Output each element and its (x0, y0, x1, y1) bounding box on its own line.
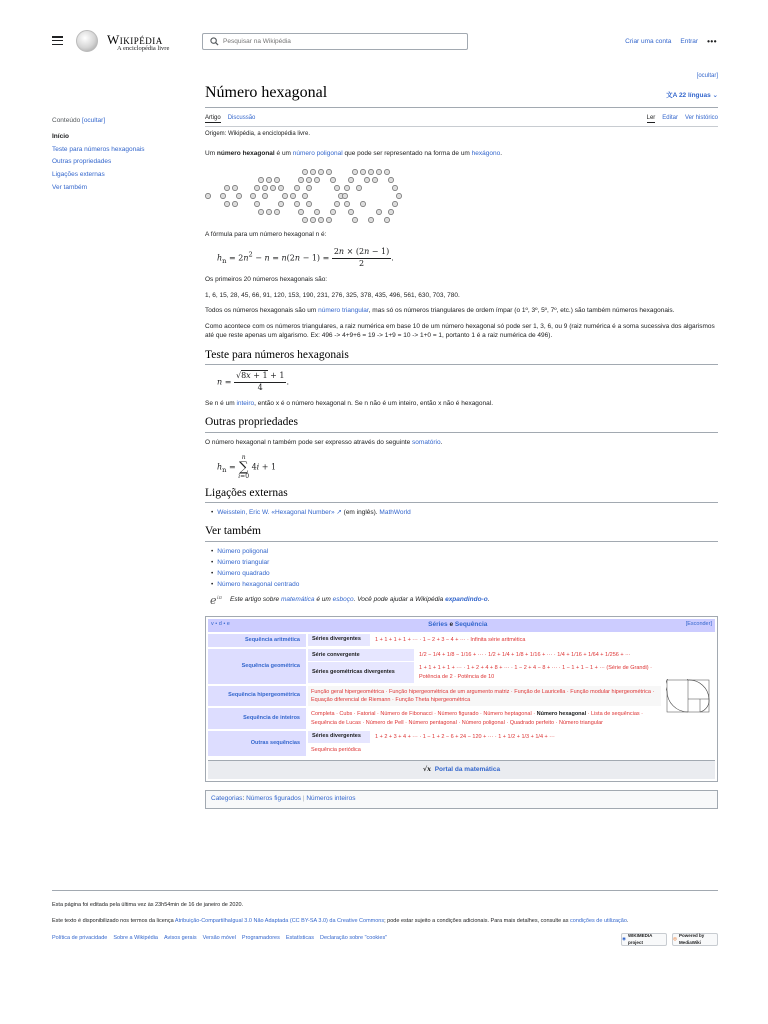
link-numero-poligonal[interactable]: número poligonal (292, 149, 343, 157)
main-menu-icon[interactable] (52, 36, 63, 45)
triangular-paragraph: Todos os números hexagonais são um número triangular, mas só os números triangulares de ordem ímpar (o 1º, 3º, 5º, 7º, etc.) são também números hexagonais. (205, 307, 675, 315)
navbox-list[interactable]: 1 + 1 + 1 + 1 + ··· · 1 + 2 + 4 + 8 + ··· · 1 − 2 + 4 − 8 + ··· · 1 − 1 + 1 − 1 + ··· (Série de Grandi) · Potência de 2 · Potência de 10 (419, 665, 652, 680)
stub-link-matematica[interactable]: matemática (280, 595, 315, 603)
footer-link-disclaimers[interactable]: Avisos gerais (163, 934, 197, 941)
stub-notice: e iπ Este artigo sobre matemática é um esboço. Você pode ajudar a Wikipédia expandindo-o. (210, 594, 490, 607)
link-hexagono[interactable]: hexágono (471, 149, 501, 157)
create-account-link[interactable]: Criar uma conta (625, 38, 672, 45)
toc-item-ligacoes[interactable]: Ligações externas (52, 171, 105, 179)
test-paragraph: Se n é um inteiro, então x é o número hexagonal n. Se n não é um inteiro, então x não é hexagonal. (205, 399, 494, 407)
wikipedia-globe-logo[interactable] (76, 30, 98, 52)
link-numero-triangular[interactable]: número triangular (318, 307, 369, 315)
portal-matematica[interactable]: √x Portal da matemática (208, 760, 715, 779)
navbox-subgroup: Séries geométricas divergentes (308, 662, 414, 683)
navbox-group[interactable]: Sequência geométrica (208, 649, 306, 684)
login-link[interactable]: Entrar (680, 38, 699, 45)
props-paragraph: O número hexagonal n também pode ser expresso através do seguinte somatório. (205, 438, 443, 446)
footer-link-about[interactable]: Sobre a Wikipédia (113, 934, 158, 941)
wikipedia-wordmark[interactable]: Wikipédia (107, 32, 163, 47)
math-stub-icon (210, 594, 224, 606)
terms-link[interactable]: condições de utilização (570, 918, 627, 925)
toc-item-ver-tambem[interactable]: Ver também (52, 183, 88, 191)
sqrt-x-icon: √x (422, 765, 432, 774)
category-link[interactable]: Números figurados (246, 795, 301, 803)
site-subtitle: Origem: Wikipédia, a enciclopédia livre. (205, 130, 311, 137)
toc-item-inicio[interactable]: Início (52, 132, 69, 140)
navbox-list[interactable]: Função geral hipergeométrica · Função hipergeométrica de um argumento matriz · Função de Lauricella · Função modular hipergeométrica · Equação diferencial de Riemann · Função Theta hipergeométrica (308, 686, 661, 707)
formula-sum: $h_n$ = n ∑ i=0 4i + 1 (217, 453, 277, 480)
link-inteiro[interactable]: inteiro (236, 399, 255, 407)
navbox-vde[interactable]: v • d • e (211, 621, 230, 628)
chevron-down-icon: ⌄ (710, 91, 718, 99)
navbox-row-aritmetica (208, 634, 661, 647)
see-also-link[interactable]: Número triangular (217, 558, 270, 566)
svg-text:e: e (210, 594, 217, 607)
navbox-row-hipergeometrica (208, 686, 661, 707)
wikipedia-tagline: A enciclopédia livre (117, 45, 170, 52)
search-icon (210, 37, 219, 46)
mediawiki-badge[interactable]: ◎ Powered by MediaWiki (672, 933, 718, 946)
navbox-series (205, 616, 718, 782)
license-link[interactable]: Atribuição-CompartilhaIgual 3.0 Não Adaptada (CC BY-SA 3.0) da Creative Commons (174, 918, 385, 925)
categories-box: Categorias: Números figurados | Números inteiros (205, 790, 718, 809)
toc-item-teste[interactable]: Teste para números hexagonais (52, 145, 145, 153)
footer-link-privacy[interactable]: Política de privacidade (52, 934, 108, 941)
digital-root-paragraph: Como acontece com os números triangulares, a raiz numérica em base 10 de um número hexagonal só pode ser 1, 3, 6, ou 9 (raiz numérica é a soma sucessiva dos algarismos até que reste apenas um algarismo. Ex: 496 -> 4+9+6 = 19 -> 1+9 = 10 -> 1+0 = 1, portanto 1 é a raiz numérica de 496). (205, 323, 715, 339)
category-link[interactable]: Números inteiros (306, 795, 356, 803)
navbox-title: Séries e Sequência (428, 621, 488, 629)
heading-teste: Teste para números hexagonais (205, 348, 718, 366)
toc-item-propriedades[interactable]: Outras propriedades (52, 158, 112, 166)
tab-editar[interactable]: Editar (662, 114, 678, 121)
navbox-list[interactable]: 1 + 1 + 1 + 1 + ··· · 1 − 2 + 3 − 4 + ··· · Infinita série aritmética (375, 636, 526, 643)
see-also-link[interactable]: Número hexagonal centrado (217, 581, 300, 589)
last-edited: Esta página foi editada pela última vez às 23h54min de 16 de janeiro de 2020. (52, 902, 244, 908)
svg-text:iπ: iπ (217, 595, 222, 602)
fibonacci-spiral-image[interactable] (661, 634, 715, 759)
navbox-list[interactable]: Completa · Cubs · Fatorial · Número de Fibonacci · Número figurado · Número heptagonal · Número hexagonal · Lista de sequências · Sequência de Lucas · Número de Pell · Número pentagonal · Número poligonal · Quadrado perfeito · Número triangular (311, 711, 643, 726)
footer-link-developers[interactable]: Programadores (241, 934, 280, 941)
toc-hide-link[interactable]: [ocultar] (82, 117, 106, 124)
footer-link-cookies[interactable]: Declaração sobre "cookies" (319, 934, 388, 941)
heading-ver-tambem: Ver também (205, 524, 718, 542)
page-footer (52, 890, 718, 945)
list-item (211, 581, 718, 590)
navbox-subgroup: Série convergente (308, 649, 414, 661)
hide-toc-top-link[interactable]: [ocultar] (696, 73, 718, 79)
navbox-subgroup: Séries divergentes (308, 634, 370, 646)
navbox-group[interactable]: Outras sequências (208, 731, 306, 757)
table-of-contents (52, 117, 192, 197)
navbox-row-inteiros (208, 708, 661, 729)
navbox-row-outras (208, 731, 661, 757)
language-button[interactable] (666, 92, 718, 101)
list-item (211, 548, 718, 557)
link-somatorio[interactable]: somatório (412, 438, 441, 446)
intro-paragraph: Um número hexagonal é um número poligonal que pode ser representado na forma de um hexágono. (205, 149, 503, 157)
first20-intro: Os primeiros 20 números hexagonais são: (205, 275, 328, 283)
toc-label: Conteúdo (52, 117, 81, 124)
external-link-item: • Weisstein, Eric W. «Hexagonal Number» ↗ (em inglês). MathWorld (211, 509, 718, 518)
article-content (205, 72, 718, 809)
language-count: 22 línguas (678, 91, 711, 99)
navbox-list[interactable]: 1 + 2 + 3 + 4 + ··· · 1 − 1 + 2 − 6 + 24 − 120 + ··· · 1 + 1/2 + 1/3 + 1/4 + ··· (375, 733, 555, 740)
tab-discussao[interactable]: Discussão (227, 114, 256, 121)
link-mathworld-hexagonal[interactable]: Weisstein, Eric W. «Hexagonal Number» (217, 509, 335, 517)
formula-intro: A fórmula para um número hexagonal n é: (205, 231, 327, 239)
toc-heading (52, 117, 192, 126)
external-link-icon: ↗ (334, 509, 342, 517)
categories-label[interactable]: Categorias (211, 795, 243, 803)
navbox-row-geometrica (208, 649, 661, 684)
navbox-subgroup: Séries divergentes (308, 731, 370, 743)
navbox-title-link-sequencia[interactable]: Sequência (454, 621, 488, 629)
see-also-link[interactable]: Número poligonal (217, 547, 269, 555)
tab-historico[interactable]: Ver histórico (684, 114, 718, 121)
navbox-title-link-series[interactable]: Séries (428, 621, 448, 629)
heading-ligacoes: Ligações externas (205, 486, 718, 504)
translate-icon: 文A (666, 91, 679, 99)
footer-link-stats[interactable]: Estatísticas (285, 934, 314, 941)
search-box[interactable] (202, 33, 468, 50)
navbox-list[interactable]: Sequência periódica (311, 747, 361, 754)
navbox-hide-link[interactable]: [Esconder] (685, 621, 712, 628)
first20-list: 1, 6, 15, 28, 45, 66, 91, 120, 153, 190, 231, 276, 325, 378, 435, 496, 561, 630, 703, 780. (205, 291, 460, 299)
navbox-group[interactable]: Sequência hipergeométrica (208, 686, 306, 707)
navbox-title-bar (208, 619, 715, 632)
formula-hn: $h_n = 2n^2 - n = n(2n - 1)$ = $\frac{2n \times (2n - 1)}{2}$ . (217, 247, 394, 268)
site-header (0, 0, 768, 60)
wikimedia-badge[interactable]: ◉ WIKIMEDIA project (621, 933, 667, 946)
footer-link-mobile[interactable]: Versão móvel (202, 934, 236, 941)
stub-link-expandir[interactable]: expandindo-o (445, 595, 488, 603)
wikimedia-icon: ◉ (622, 936, 626, 942)
list-item (211, 570, 718, 579)
navbox-group[interactable]: Sequência de inteiros (208, 708, 306, 729)
stub-link-esboco[interactable]: esboço (332, 595, 354, 603)
page-title: Número hexagonal (205, 84, 328, 102)
navbox-list[interactable]: 1/2 − 1/4 + 1/8 − 1/16 + ··· · 1/2 + 1/4 + 1/8 + 1/16 + ··· · 1/4 + 1/16 + 1/64 + 1/256 + ··· (419, 652, 631, 659)
formula-test: n = $\frac{√8x + 1 + 1}{4}$ . (217, 371, 289, 392)
tab-ler[interactable]: Ler (647, 114, 656, 123)
search-input[interactable] (223, 36, 463, 47)
link-mathworld[interactable]: MathWorld (379, 509, 411, 517)
list-item (211, 559, 718, 568)
mediawiki-icon: ◎ (673, 936, 677, 942)
navbox-group[interactable]: Sequência aritmética (208, 634, 306, 647)
see-also-link[interactable]: Número quadrado (217, 570, 270, 578)
tab-artigo[interactable]: Artigo (205, 114, 221, 123)
license-text: Este texto é disponibilizado nos termos da licença Atribuição-CompartilhaIgual 3.0 Não Adaptada (CC BY-SA 3.0) da Creative Commons; pode estar sujeito a condições adicionais. Para mais detalhes, consulte as condições de utilização. (52, 918, 629, 925)
fibonacci-spiral-icon (666, 679, 710, 713)
heading-propriedades: Outras propriedades (205, 415, 718, 433)
more-options-icon[interactable]: ••• (707, 37, 717, 47)
hexagonal-numbers-illustration (205, 166, 405, 224)
